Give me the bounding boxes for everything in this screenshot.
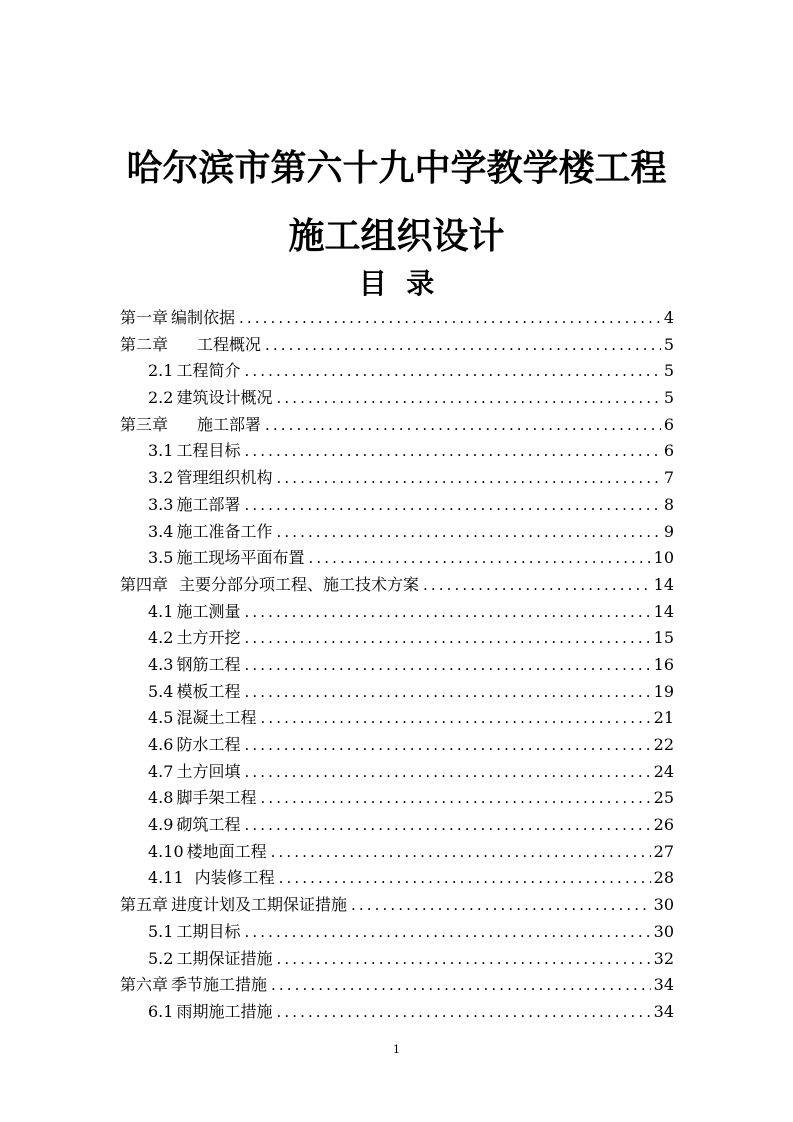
toc-entry-number: 3.3 (148, 494, 174, 514)
toc-entry-page: 14 (653, 574, 674, 594)
toc-entry-title: 模板工程 (176, 681, 241, 701)
toc-entry-number: 第二章 (120, 334, 169, 354)
toc-entry-number: 4.6 (148, 735, 174, 754)
toc-entry-number: 6.1 (148, 1001, 174, 1021)
toc-entry-number: 4.2 (148, 628, 174, 648)
toc-entry-page: 30 (653, 921, 674, 941)
toc-entry-page: 5 (663, 334, 674, 354)
toc-entry-title: 土方开挖 (176, 628, 241, 648)
toc-dot-leader (260, 785, 650, 812)
toc-dot-leader (276, 946, 650, 973)
toc-dot-leader (244, 919, 650, 946)
toc-entry-page: 7 (663, 468, 674, 488)
toc-entry-label (148, 785, 256, 812)
toc-entry-label (148, 946, 272, 973)
toc-entry-title: 内装修工程 (194, 868, 275, 888)
toc-entry-title: 工程简介 (176, 361, 241, 381)
toc-entry-number: 3.5 (148, 548, 174, 568)
toc-dot-leader (279, 865, 651, 892)
toc-entry-label (148, 519, 272, 546)
toc-entry-title: 管理组织机构 (176, 468, 273, 488)
toc-entry-label (120, 412, 261, 439)
toc-dot-leader (244, 732, 650, 759)
toc-entry-label (148, 465, 272, 492)
toc-entry-number: 第六章 (120, 975, 169, 995)
toc-chapter-entry[interactable] (120, 892, 674, 919)
toc-entry-number: 4.8 (148, 788, 174, 808)
toc-entry-title: 季节施工措施 (171, 975, 268, 995)
toc-entry-page: 14 (653, 601, 674, 621)
toc-chapter-entry[interactable] (120, 972, 674, 999)
toc-dot-leader (244, 358, 660, 385)
toc-entry-number: 2.2 (148, 388, 174, 408)
toc-section-entry[interactable] (120, 759, 674, 786)
toc-entry-label (120, 305, 235, 332)
toc-entry-title: 编制依据 (171, 308, 236, 327)
toc-entry-label (148, 358, 240, 385)
toc-entry-title: 工期保证措施 (176, 948, 273, 968)
toc-dot-leader (276, 519, 660, 546)
toc-entry-page: 5 (663, 388, 674, 408)
toc-dot-leader (308, 545, 650, 572)
toc-entry-page: 34 (653, 1001, 674, 1021)
toc-entry-page: 15 (653, 628, 674, 648)
toc-entry-title: 施工测量 (176, 601, 241, 621)
toc-entry-label (148, 599, 240, 626)
toc-entry-title: 楼地面工程 (186, 841, 267, 861)
toc-entry-label (148, 438, 240, 465)
toc-entry-title: 防水工程 (176, 735, 241, 754)
toc-entry-page: 26 (653, 815, 674, 835)
toc-section-entry[interactable] (120, 812, 674, 839)
toc-dot-leader (260, 705, 650, 732)
toc-entry-page: 5 (663, 361, 674, 381)
document-subtitle: 施工组织设计 (288, 215, 505, 257)
toc-entry-label (148, 759, 240, 786)
toc-section-entry[interactable] (120, 999, 674, 1026)
toc-dot-leader (244, 759, 650, 786)
toc-dot-leader (244, 812, 650, 839)
toc-section-entry[interactable] (120, 839, 674, 866)
toc-dot-leader (423, 572, 651, 599)
toc-entry-label (148, 705, 256, 732)
toc-entry-page: 10 (653, 548, 674, 568)
toc-section-entry[interactable] (120, 545, 674, 572)
toc-dot-leader (265, 412, 661, 439)
toc-entry-page: 8 (663, 494, 674, 514)
toc-entry-label (148, 999, 272, 1026)
toc-entry-label (148, 865, 275, 892)
toc-entry-number: 4.10 (148, 841, 184, 861)
toc-chapter-entry[interactable] (120, 332, 674, 359)
toc-entry-title: 混凝土工程 (176, 708, 257, 728)
toc-entry-label (148, 812, 240, 839)
toc-section-entry[interactable] (120, 599, 674, 626)
toc-entry-title: 施工部署 (176, 494, 241, 514)
toc-entry-page: 27 (653, 841, 674, 861)
toc-entry-number: 2.1 (148, 361, 174, 381)
toc-entry-label (148, 919, 240, 946)
toc-dot-leader (276, 999, 650, 1026)
toc-chapter-entry[interactable] (120, 305, 674, 332)
toc-entry-page: 21 (653, 708, 674, 728)
toc-dot-leader (271, 839, 651, 866)
toc-section-entry[interactable] (120, 625, 674, 652)
toc-dot-leader (244, 679, 650, 706)
toc-section-entry[interactable] (120, 946, 674, 973)
toc-section-entry[interactable] (120, 919, 674, 946)
toc-section-entry[interactable] (120, 652, 674, 679)
toc-entry-title: 施工部署 (197, 414, 262, 434)
toc-section-entry[interactable] (120, 732, 674, 759)
toc-section-entry[interactable] (120, 358, 674, 385)
toc-dot-leader (351, 892, 651, 919)
toc-entry-page: 22 (653, 735, 674, 754)
toc-entry-title: 钢筋工程 (176, 654, 241, 674)
toc-entry-number: 第五章 (120, 895, 169, 915)
toc-section-entry[interactable] (120, 865, 674, 892)
toc-entry-label (148, 385, 272, 412)
toc-entry-label (148, 652, 240, 679)
toc-dot-leader (265, 332, 661, 359)
toc-entry-number: 第四章 (120, 574, 169, 594)
toc-entry-page: 28 (653, 868, 674, 888)
toc-section-entry[interactable] (120, 385, 674, 412)
toc-dot-leader (244, 599, 650, 626)
toc-dot-leader (244, 492, 660, 519)
toc-entry-title: 土方回填 (176, 761, 241, 781)
toc-entry-label (148, 839, 267, 866)
toc-entry-page: 9 (663, 521, 674, 541)
toc-entry-page: 24 (653, 761, 674, 781)
toc-dot-leader (276, 465, 660, 492)
toc-entry-number: 4.7 (148, 761, 174, 781)
toc-entry-page: 6 (663, 441, 674, 461)
toc-entry-title: 工期目标 (176, 921, 241, 941)
page-number: 1 (393, 1043, 400, 1056)
toc-section-entry[interactable] (120, 438, 674, 465)
table-of-contents (120, 305, 674, 1026)
toc-chapter-entry[interactable] (120, 412, 674, 439)
toc-entry-page: 4 (663, 308, 674, 327)
toc-entry-title: 施工准备工作 (176, 521, 273, 541)
toc-entry-title: 脚手架工程 (176, 788, 257, 808)
toc-entry-number: 4.11 (148, 868, 184, 888)
toc-section-entry[interactable] (120, 705, 674, 732)
toc-entry-number: 5.4 (148, 681, 174, 701)
toc-dot-leader (244, 438, 660, 465)
toc-entry-label (120, 972, 267, 999)
toc-entry-number: 3.4 (148, 521, 174, 541)
toc-entry-number: 4.1 (148, 601, 174, 621)
document-title: 哈尔滨市第六十九中学教学楼工程 (126, 147, 667, 189)
toc-entry-label (148, 492, 240, 519)
toc-entry-title: 主要分部分项工程、施工技术方案 (179, 574, 420, 594)
toc-entry-label (120, 572, 419, 599)
toc-entry-number: 4.5 (148, 708, 174, 728)
toc-entry-page: 19 (653, 681, 674, 701)
toc-entry-number: 3.1 (148, 441, 174, 461)
toc-entry-number: 第三章 (120, 414, 169, 434)
toc-entry-page: 6 (663, 414, 674, 434)
toc-entry-number: 3.2 (148, 468, 174, 488)
toc-section-entry[interactable] (120, 785, 674, 812)
toc-dot-leader (244, 652, 650, 679)
toc-section-entry[interactable] (120, 519, 674, 546)
toc-entry-number: 4.9 (148, 815, 174, 835)
toc-entry-title: 进度计划及工期保证措施 (171, 895, 348, 915)
toc-entry-title: 建筑设计概况 (176, 388, 273, 408)
toc-entry-title: 砌筑工程 (176, 815, 241, 835)
toc-entry-title: 雨期施工措施 (176, 1001, 273, 1021)
toc-entry-label (148, 545, 304, 572)
toc-entry-number: 4.3 (148, 654, 174, 674)
toc-chapter-entry[interactable] (120, 572, 674, 599)
toc-entry-number: 5.1 (148, 921, 174, 941)
toc-entry-title: 工程目标 (176, 441, 241, 461)
toc-entry-label (148, 625, 240, 652)
toc-dot-leader (244, 625, 650, 652)
toc-entry-label (148, 679, 240, 706)
toc-section-entry[interactable] (120, 465, 674, 492)
toc-entry-number: 第一章 (120, 308, 169, 327)
toc-dot-leader (271, 972, 651, 999)
toc-entry-page: 16 (653, 654, 674, 674)
toc-section-entry[interactable] (120, 679, 674, 706)
toc-entry-number: 5.2 (148, 948, 174, 968)
toc-dot-leader (239, 305, 661, 332)
toc-entry-label (120, 892, 347, 919)
toc-heading: 目 录 (358, 267, 435, 300)
toc-entry-title: 工程概况 (197, 334, 262, 354)
toc-entry-page: 34 (653, 975, 674, 995)
toc-entry-label (148, 732, 240, 759)
toc-entry-page: 32 (653, 948, 674, 968)
toc-entry-title: 施工现场平面布置 (176, 548, 305, 568)
toc-entry-page: 25 (653, 788, 674, 808)
toc-entry-label (120, 332, 261, 359)
toc-entry-page: 30 (653, 895, 674, 915)
toc-section-entry[interactable] (120, 492, 674, 519)
toc-dot-leader (276, 385, 660, 412)
